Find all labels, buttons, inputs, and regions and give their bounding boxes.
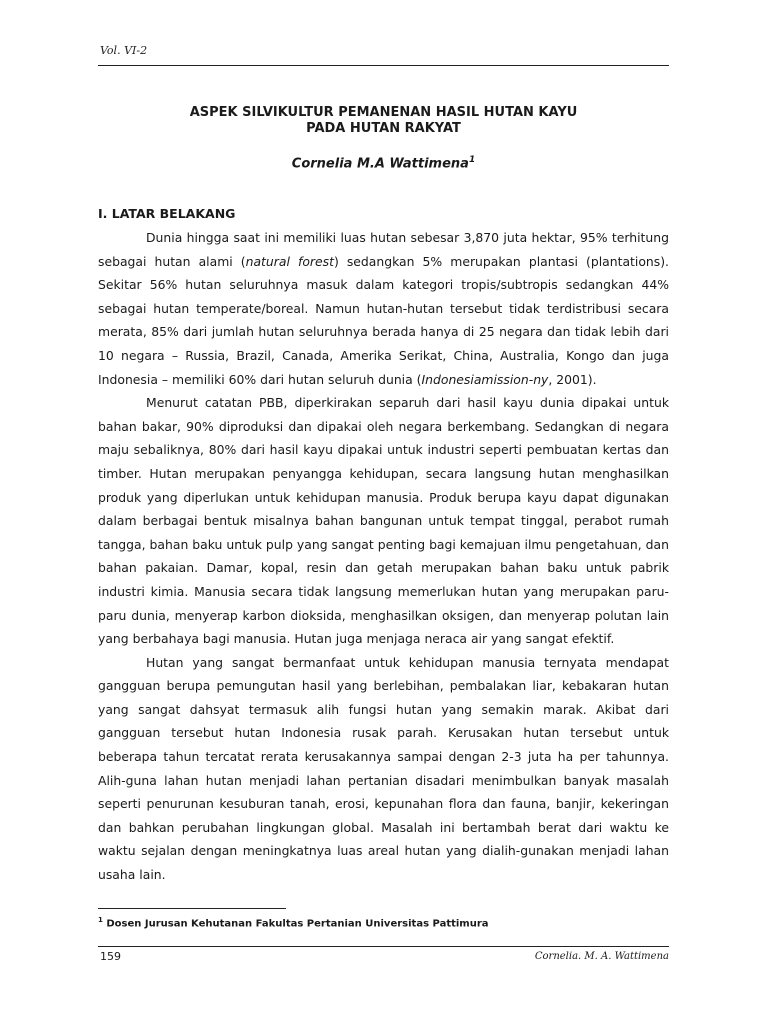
paragraph-1-part-c: ) sedangkan 5% merupakan plantasi (plantations). Sekitar 56% hutan seluruhnya masuk dalam kategori tropis/subtropis sedangkan 44% sebagai hutan temperate/boreal. Namun hutan-hutan tersebut tidak terdistribusi secara merata, 85% dari jumlah hutan seluruhnya berada hanya di 25 negara dan tidak lebih dari 10 negara – Russia, Brazil, Canada, Amerika Serikat, China, Australia, Kongo dan juga Indonesia – memiliki 60% dari hutan seluruh dunia ( [98, 253, 669, 387]
footnote-mark: 1 [98, 916, 103, 924]
journal-volume-label: Vol. VI-2 [100, 44, 148, 57]
author-name: Cornelia M.A Wattimena [291, 156, 469, 172]
footnote-divider [98, 908, 286, 909]
footnote-text: Dosen Jurusan Kehutanan Fakultas Pertanian Universitas Pattimura [102, 918, 489, 930]
paragraph-2: Menurut catatan PBB, diperkirakan separuh dari hasil kayu dunia dipakai untuk bahan bakar, 90% diproduksi dan dipakai oleh negara berkembang. Sedangkan di negara maju sebaliknya, 80% dari hasil kayu dipakai untuk industri seperti pembuatan kertas dan timber. Hutan merupakan penyangga kehidupan, secara langsung hutan menghasilkan produk yang diperlukan untuk kehidupan manusia. Produk berupa kayu dapat digunakan dalam berbagai bentuk misalnya bahan bangunan untuk tempat tinggal, perabot rumah tangga, bahan baku untuk pulp yang sangat penting bagi kemajuan ilmu pengetahuan, dan bahan pakaian. Damar, kopal, resin dan getah merupakan bahan baku untuk pabrik industri kimia. Manusia secara tidak langsung memerlukan hutan yang merupakan paru-paru dunia, menyerap karbon dioksida, menghasilkan oksigen, dan menyerap polutan lain yang berbahaya bagi manusia. Hutan juga menjaga neraca air yang sangat efektif. [98, 395, 669, 647]
author-footnote-mark: 1 [468, 155, 476, 165]
page-number: 159 [100, 950, 121, 963]
section-heading: I. LATAR BELAKANG [98, 206, 236, 221]
header-divider [98, 65, 669, 66]
footnote [98, 916, 489, 929]
author-line [98, 155, 669, 171]
title-line-1: ASPEK SILVIKULTUR PEMANENAN HASIL HUTAN KAYU [189, 105, 578, 120]
footer-author: Cornelia. M. A. Wattimena [534, 951, 669, 962]
paper-title [98, 105, 669, 137]
title-line-2: PADA HUTAN RAKYAT [306, 121, 461, 136]
paragraph-1 [98, 226, 669, 391]
paragraph-1-term-natural-forest: natural forest [245, 253, 334, 269]
paragraph-3: Hutan yang sangat bermanfaat untuk kehidupan manusia ternyata mendapat gangguan berupa pemungutan hasil yang berlebihan, pembalakan liar, kebakaran hutan yang sangat dahsyat termasuk alih fungsi hutan yang semakin marak. Akibat dari gangguan tersebut hutan Indonesia rusak parah. Kerusakan hutan tersebut untuk beberapa tahun tercatat rerata kerusakannya sampai dengan 2-3 juta ha per tahunnya. Alih-guna lahan hutan menjadi lahan pertanian disadari menimbulkan banyak masalah seperti penurunan kesuburan tanah, erosi, kepunahan flora dan fauna, banjir, kekeringan dan bahkan perubahan lingkungan global. Masalah ini bertambah berat dari waktu ke waktu sejalan dengan meningkatnya luas areal hutan yang dialih-gunakan menjadi lahan usaha lain. [98, 654, 669, 883]
footer-divider [98, 946, 669, 947]
paragraph-1-citation: Indonesiamission-ny [421, 371, 549, 387]
paragraph-1-part-e: , 2001). [548, 371, 597, 387]
body-text [98, 226, 669, 887]
paragraph-1-part-a: Dunia hingga saat ini memiliki luas hutan sebesar 3,870 juta hektar, 95% terhitung sebagai hutan alami ( [98, 230, 669, 269]
